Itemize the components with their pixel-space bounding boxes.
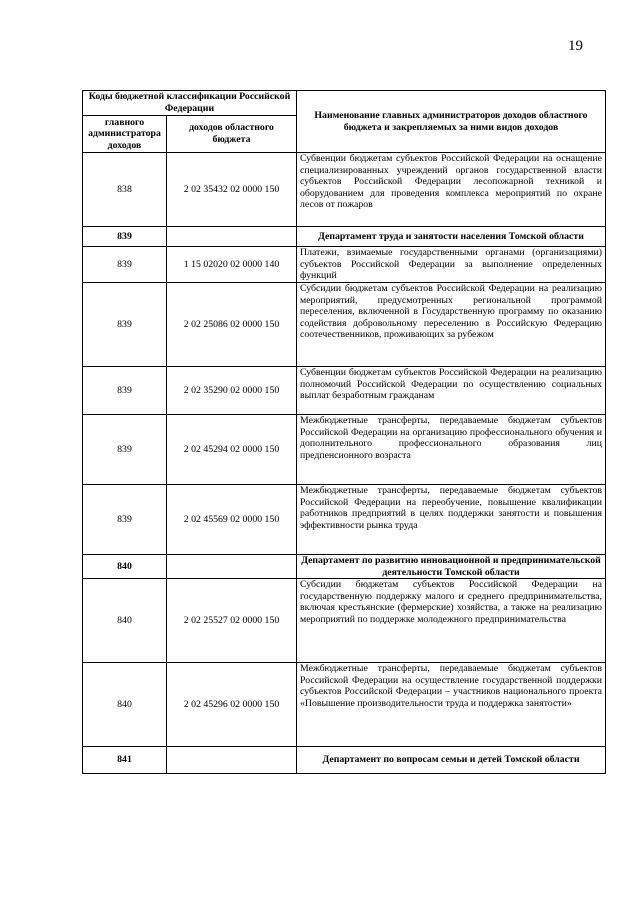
- admin-code-cell: 839: [83, 283, 167, 367]
- table-row: [83, 663, 606, 747]
- table-body: [83, 153, 606, 774]
- table-row: [83, 153, 606, 227]
- income-code-cell: 2 02 45569 02 0000 150: [167, 485, 297, 555]
- table-row: [83, 283, 606, 367]
- income-description-cell: Субсидии бюджетам субъектов Российской Федерации на государственную поддержку малого и среднего предпринимательства, включая крестьянские (фермерские) хозяйства, а также на реализацию мероприятий по поддержке молодежного предпринимательства: [297, 579, 606, 663]
- department-row: [83, 227, 606, 247]
- department-row: [83, 555, 606, 579]
- department-name-cell: Департамент по развитию инновационной и предпринимательской деятельности Томской области: [297, 555, 606, 579]
- budget-classification-table: [82, 90, 606, 774]
- income-description-cell: Субсидии бюджетам субъектов Российской Федерации на реализацию мероприятий, предусмотренных региональной программой переселения, включенной в Государственную программу по оказанию содействия добровольному переселению в Российскую Федерацию соотечественников, проживающих за рубежом: [297, 283, 606, 367]
- income-code-cell: [167, 747, 297, 774]
- department-name-cell: Департамент труда и занятости населения Томской области: [297, 227, 606, 247]
- income-code-cell: 2 02 45296 02 0000 150: [167, 663, 297, 747]
- income-code-cell: 2 02 35432 02 0000 150: [167, 153, 297, 227]
- admin-code-cell: 840: [83, 579, 167, 663]
- income-description-cell: Субвенции бюджетам субъектов Российской Федерации на реализацию полномочий Российской Федерации по осуществлению социальных выплат безработным гражданам: [297, 367, 606, 415]
- income-code-cell: [167, 555, 297, 579]
- admin-code-cell: 839: [83, 415, 167, 485]
- income-description-cell: Межбюджетные трансферты, передаваемые бюджетам субъектов Российской Федерации на переобучение, повышение квалификации работников предприятий в целях поддержки занятости и повышения эффективности рынка труда: [297, 485, 606, 555]
- table-row: [83, 367, 606, 415]
- income-description-cell: Платежи, взимаемые государственными органами (организациями) субъектов Российской Федерации за выполнение определенных функций: [297, 247, 606, 283]
- page-number: 19: [568, 38, 583, 54]
- admin-code-cell: 840: [83, 663, 167, 747]
- income-code-cell: 1 15 02020 02 0000 140: [167, 247, 297, 283]
- admin-code-cell: 839: [83, 485, 167, 555]
- admin-code-cell: 839: [83, 367, 167, 415]
- income-description-cell: Межбюджетные трансферты, передаваемые бюджетам субъектов Российской Федерации на осуществление государственной поддержки субъектов Российской Федерации – участников национального проекта «Повышение производительности труда и поддержка занятости»: [297, 663, 606, 747]
- income-code-cell: 2 02 45294 02 0000 150: [167, 415, 297, 485]
- income-description-cell: Субвенции бюджетам субъектов Российской Федерации на оснащение специализированных учреждений органов государственной власти субъектов Российской Федерации лесопожарной техникой и оборудованием для проведения комплекса мероприятий по охране лесов от пожаров: [297, 153, 606, 227]
- header-administrator-name: Наименование главных администраторов доходов областного бюджета и закрепляемых за ними видов доходов: [297, 91, 606, 153]
- income-code-cell: 2 02 25086 02 0000 150: [167, 283, 297, 367]
- income-code-cell: [167, 227, 297, 247]
- income-code-cell: 2 02 25527 02 0000 150: [167, 579, 297, 663]
- admin-code-cell: 840: [83, 555, 167, 579]
- department-name-cell: Департамент по вопросам семьи и детей Томской области: [297, 747, 606, 774]
- table-row: [83, 247, 606, 283]
- header-income-code: доходов областного бюджета: [167, 116, 297, 153]
- admin-code-cell: 839: [83, 247, 167, 283]
- income-description-cell: Межбюджетные трансферты, передаваемые бюджетам субъектов Российской Федерации на организацию профессионального обучения и дополнительного профессионального образования лиц предпенсионного возраста: [297, 415, 606, 485]
- table-row: [83, 485, 606, 555]
- admin-code-cell: 839: [83, 227, 167, 247]
- table-row: [83, 415, 606, 485]
- department-row: [83, 747, 606, 774]
- admin-code-cell: 841: [83, 747, 167, 774]
- admin-code-cell: 838: [83, 153, 167, 227]
- income-code-cell: 2 02 35290 02 0000 150: [167, 367, 297, 415]
- header-bcc-codes: Коды бюджетной классификации Российской Федерации: [83, 91, 297, 116]
- header-admin-code: главного администратора доходов: [83, 116, 167, 153]
- table-row: [83, 579, 606, 663]
